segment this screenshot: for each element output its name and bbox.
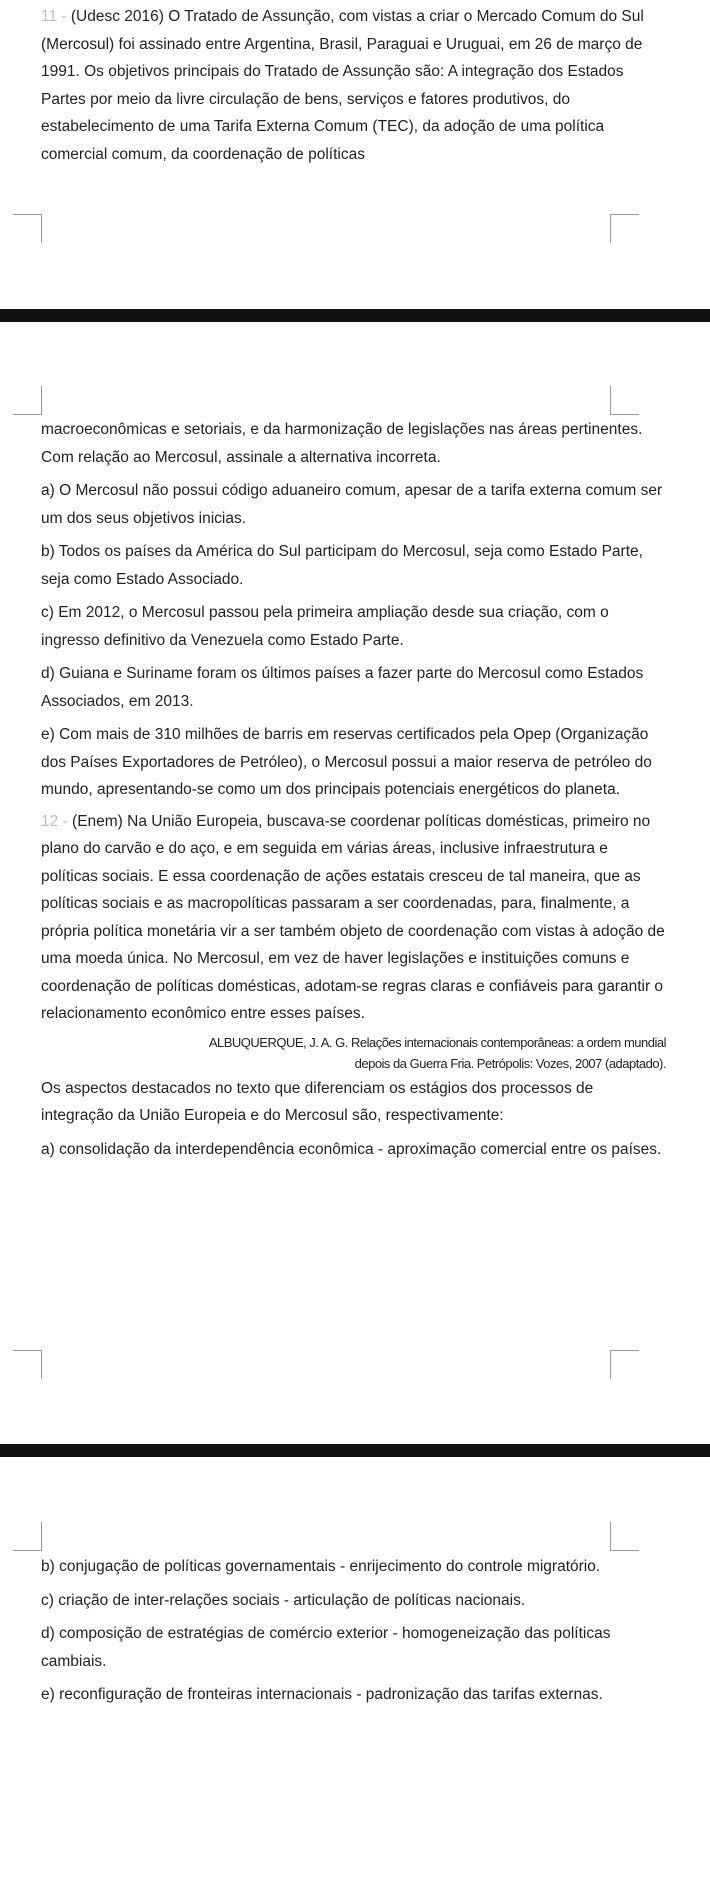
question-number: 11 - xyxy=(41,8,67,25)
q12-option-e: e) reconfiguração de fronteiras internacionais - padronização das tarifas externas. xyxy=(41,1686,603,1703)
q12-paragraph xyxy=(41,808,666,1028)
q11-option-b: b) Todos os países da América do Sul participam do Mercosul, seja como Estado Parte, seja como Estado Associado. xyxy=(41,543,643,588)
crop-mark-top-left xyxy=(13,1350,42,1379)
crop-mark-top-left xyxy=(13,214,42,243)
crop-mark-top-right xyxy=(610,214,639,243)
q11-option-a: a) O Mercosul não possui código aduaneiro comum, apesar de a tarifa externa comum ser um dos seus objetivos inicias. xyxy=(41,482,663,527)
question-number: 12 - xyxy=(41,812,68,830)
q12-option-d: d) composição de estratégias de comércio exterior - homogeneização das políticas cambiais. xyxy=(41,1625,611,1670)
q11-intro-paragraph xyxy=(41,3,666,168)
q12-citation-line2: depois da Guerra Fria. Petrópolis: Vozes, 2007 (adaptado). xyxy=(354,1055,666,1071)
crop-mark-top-right xyxy=(610,1350,639,1379)
page-separator xyxy=(0,309,710,322)
crop-mark-bottom-left xyxy=(13,1522,42,1551)
crop-mark-bottom-right xyxy=(610,1522,639,1551)
q11-continuation-block xyxy=(41,416,666,1163)
q12-option-b: b) conjugação de políticas governamentais - enrijecimento do controle migratório. xyxy=(41,1558,601,1575)
q12-option-c: c) criação de inter-relações sociais - articulação de políticas nacionais. xyxy=(41,1591,526,1609)
q11-option-d: d) Guiana e Suriname foram os últimos países a fazer parte do Mercosul como Estados Associados, em 2013. xyxy=(41,665,644,710)
q12-option-a: a) consolidação da interdependência econômica - aproximação comercial entre os países. xyxy=(41,1140,662,1158)
q12-citation xyxy=(41,1032,666,1074)
q12-prompt: Os aspectos destacados no texto que diferenciam os estágios dos processos de integração da União Europeia e do Mercosul são, respectivamente: xyxy=(41,1079,594,1124)
q12-text: (Enem) Na União Europeia, buscava-se coordenar políticas domésticas, primeiro no plano do carvão e do aço, e em seguida em várias áreas, inclusive infraestrutura e políticas sociais. E essa coordenação de ações estatais cresceu de tal maneira, que as políticas sociais e as macropolíticas passaram a ser coordenadas, para, finalmente, a própria política monetária vir a ser também objeto de coordenação com vistas à adoção de uma moeda única. No Mercosul, em vez de haver legislações e instituições comuns e coordenação de políticas domésticas, adotam-se regras claras e confiáveis para garantir o relacionamento econômico entre esses países. xyxy=(41,812,665,1022)
q12-options-block xyxy=(41,1553,666,1709)
q11-intro-block xyxy=(41,3,666,168)
q12-citation-line1: ALBUQUERQUE, J. A. G. Relações internacionais contemporâneas: a ordem mundial xyxy=(208,1034,666,1050)
crop-mark-bottom-left xyxy=(13,386,42,415)
crop-mark-bottom-right xyxy=(610,386,639,415)
page-separator xyxy=(0,1444,710,1457)
q11-option-e: e) Com mais de 310 milhões de barris em reservas certificados pela Opep (Organização dos Países Exportadores de Petróleo), o Mercosul possui a maior reserva de petróleo do mundo, apresentando-se como um dos principais potenciais energéticos do planeta. xyxy=(41,726,652,798)
q11-intro-continuation: macroeconômicas e setoriais, e da harmonização de legislações nas áreas pertinentes. Com relação ao Mercosul, assinale a alternativa incorreta. xyxy=(41,421,643,466)
q11-intro-text: (Udesc 2016) O Tratado de Assunção, com vistas a criar o Mercado Comum do Sul (Mercosul) foi assinado entre Argentina, Brasil, Paraguai e Uruguai, em 26 de março de 1991. Os objetivos principais do Tratado de Assunção são: A integração dos Estados Partes por meio da livre circulação de bens, serviços e fatores produtivos, do estabelecimento de uma Tarifa Externa Comum (TEC), da adoção de uma política comercial comum, da coordenação de políticas xyxy=(41,8,644,163)
q11-option-c: c) Em 2012, o Mercosul passou pela primeira ampliação desde sua criação, com o ingresso definitivo da Venezuela como Estado Parte. xyxy=(41,604,609,649)
